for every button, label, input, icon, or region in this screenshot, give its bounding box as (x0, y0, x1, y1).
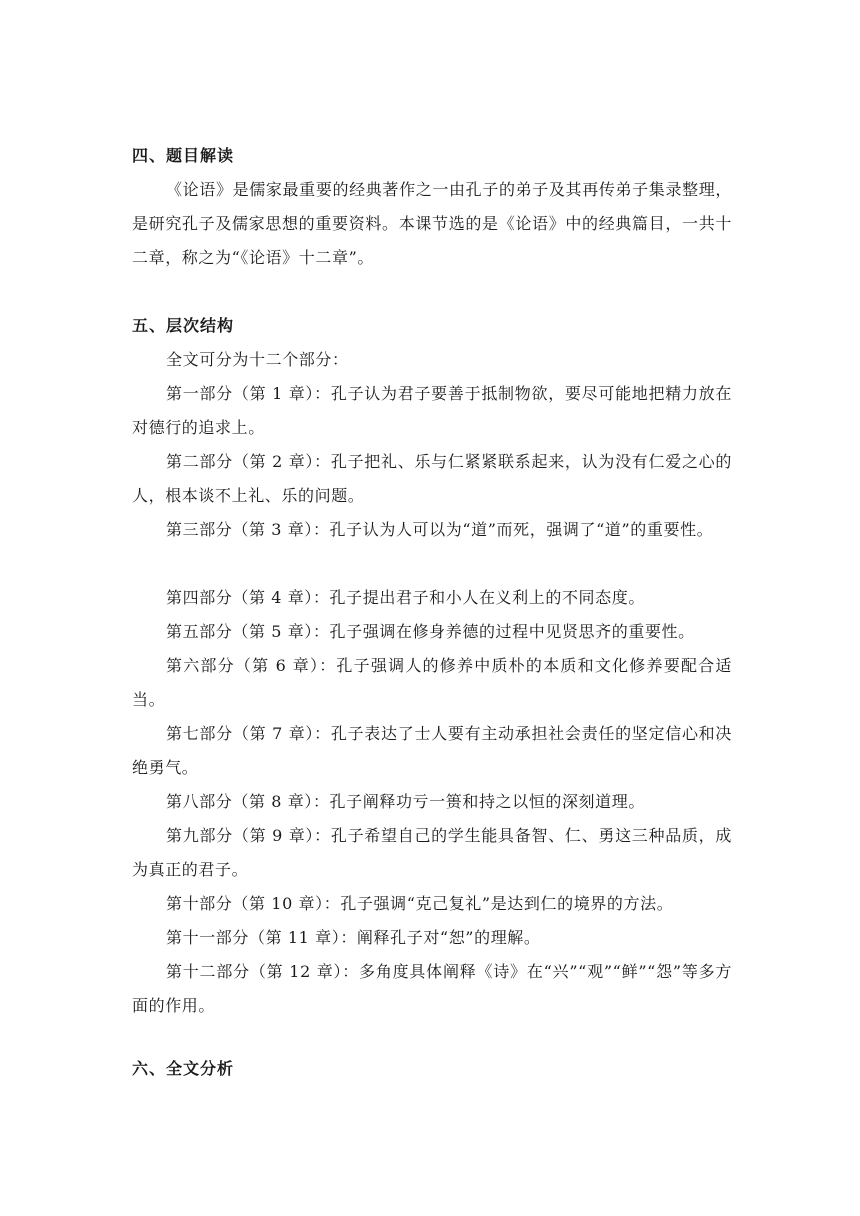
section-5-intro: 全文可分为十二个部分： (166, 350, 349, 369)
part-11: 第十一部分（第 11 章）：阐释孔子对“恕”的理解。 (166, 928, 541, 947)
section-4-paragraph: 《论语》是儒家最重要的经典著作之一由孔子的弟子及其再传弟子集录整理，是研究孔子及儒家思想的重要资料。本课节选的是《论语》中的经典篇目，一共十二章，称之为“《论语》十二章”。 (132, 180, 732, 267)
part-1: 第一部分（第 1 章）：孔子认为君子要善于抵制物欲，要尽可能地把精力放在对德行的追求上。 (132, 384, 732, 437)
part-12: 第十二部分（第 12 章）：多角度具体阐释《诗》在“兴”“观”“鲜”“怨”等多方面的作用。 (132, 962, 732, 1015)
part-10: 第十部分（第 10 章）：孔子强调“克己复礼”是达到仁的境界的方法。 (166, 894, 674, 913)
part-2: 第二部分（第 2 章）：孔子把礼、乐与仁紧紧联系起来，认为没有仁爱之心的人，根本谈不上礼、乐的问题。 (132, 452, 732, 505)
part-4: 第四部分（第 4 章）：孔子提出君子和小人在义利上的不同态度。 (166, 588, 645, 607)
part-9: 第九部分（第 9 章）：孔子希望自己的学生能具备智、仁、勇这三种品质，成为真正的君子。 (132, 826, 732, 879)
part-3: 第三部分（第 3 章）：孔子认为人可以为“道”而死，强调了“道”的重要性。 (166, 520, 714, 539)
part-5: 第五部分（第 5 章）：孔子强调在修身养德的过程中见贤思齐的重要性。 (166, 622, 695, 641)
section-5-heading: 五、层次结构 (132, 316, 235, 335)
section-6-heading: 六、全文分析 (132, 1059, 235, 1078)
part-7: 第七部分（第 7 章）：孔子表达了士人要有主动承担社会责任的坚定信心和决绝勇气。 (132, 724, 732, 777)
part-6: 第六部分（第 6 章）：孔子强调人的修养中质朴的本质和文化修养要配合适当。 (132, 656, 732, 709)
section-4-heading: 四、题目解读 (132, 146, 235, 165)
part-8: 第八部分（第 8 章）：孔子阐释功亏一篑和持之以恒的深刻道理。 (166, 792, 645, 811)
